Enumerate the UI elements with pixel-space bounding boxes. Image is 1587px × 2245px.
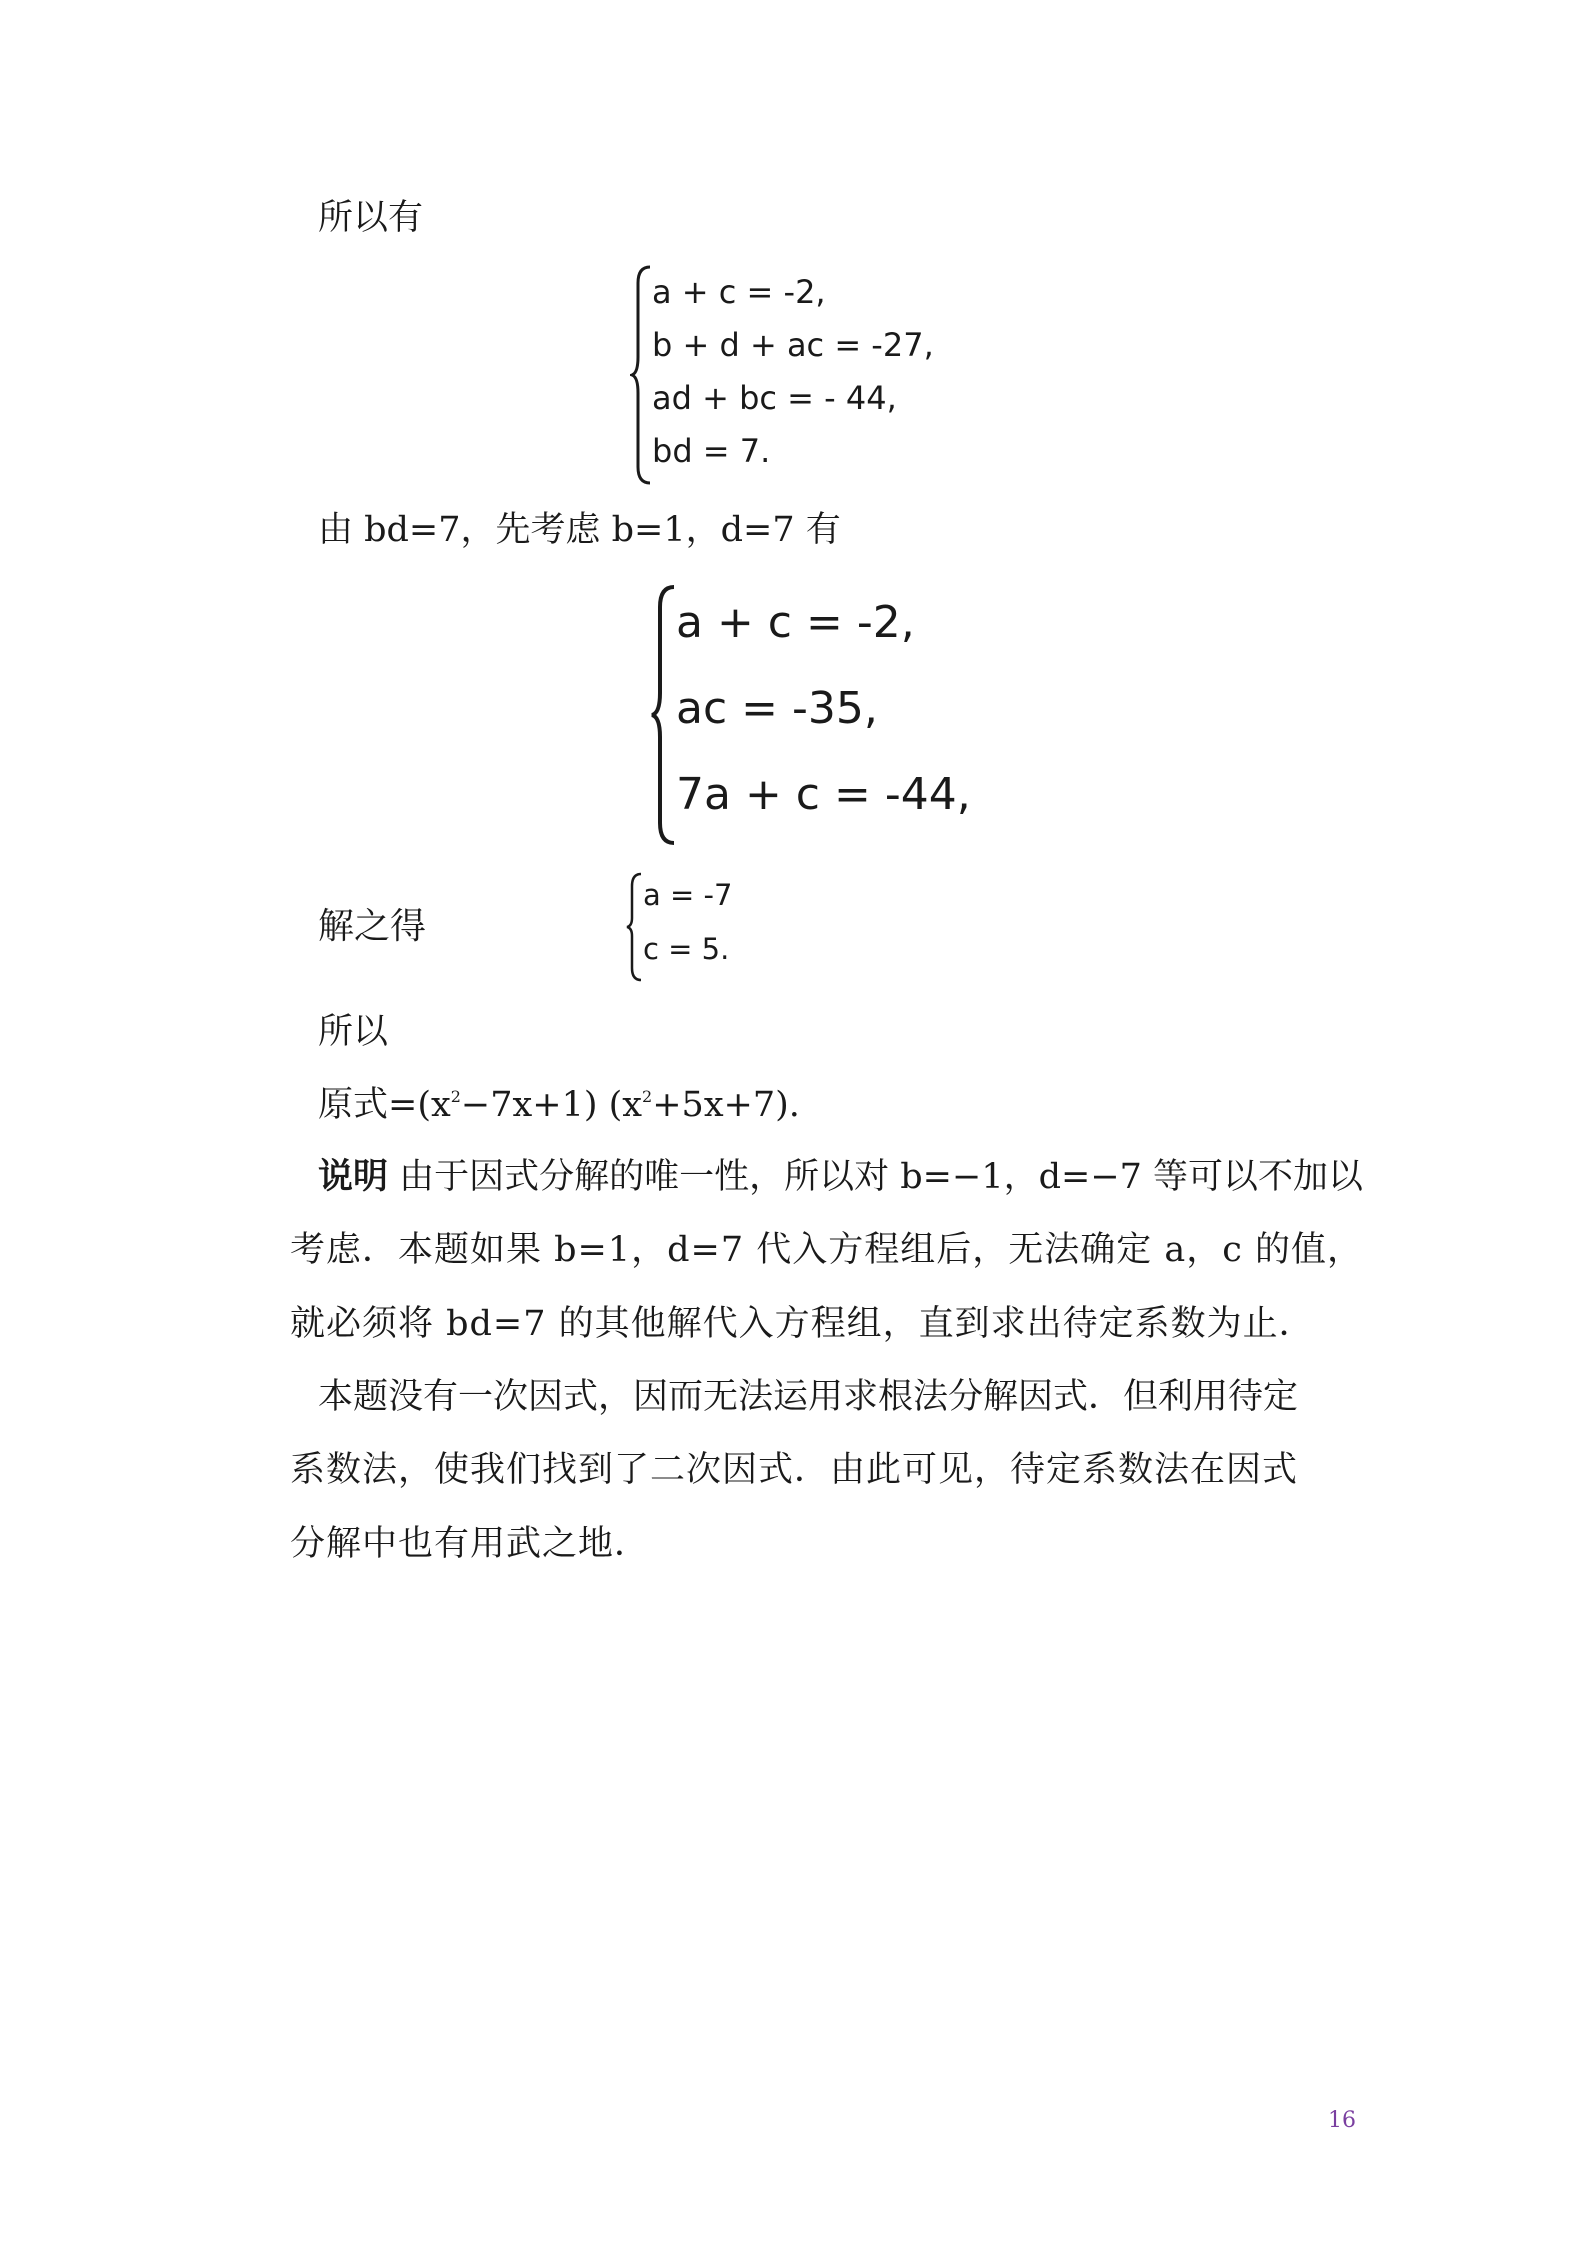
solve-label: 解之得 [318,906,427,947]
equation-1-1: a + c = -2, [652,273,826,311]
equation-system-1 [630,265,950,485]
equation-1-3: ad + bc = - 44, [652,379,897,417]
equation-2-1: a + c = -2, [676,597,915,648]
consider-text: 由 bd=7，先考虑 b=1，d=7 有 [318,510,841,550]
paragraph-line-1: 本题没有一次因式，因而无法运用求根法分解因式．但利用待定 [318,1377,1299,1417]
so-text: 所以 [318,1012,389,1052]
equation-3-2: c = 5. [643,932,730,966]
page-number: 16 [1328,2108,1356,2133]
note-label: 说明 [318,1156,389,1197]
paragraph-line-2: 系数法，使我们找到了二次因式．由此可见，待定系数法在因式 [290,1450,1299,1490]
result-middle: −7x+1) (x [460,1085,643,1125]
note-line-1-text: 由于因式分解的唯一性，所以对 b=−1，d=−7 等可以不加以 [388,1157,1364,1197]
note-line-2: 考虑．本题如果 b=1，d=7 代入方程组后，无法确定 a，c 的值， [290,1230,1363,1270]
equation-1-4: bd = 7. [652,432,771,470]
note-line-3: 就必须将 bd=7 的其他解代入方程组，直到求出待定系数为止． [290,1304,1315,1344]
equation-2-2: ac = -35, [676,683,878,734]
equation-1-2: b + d + ac = -27, [652,326,934,364]
left-brace-icon [630,265,652,485]
intro-text: 所以有 [318,198,424,238]
result-suffix: +5x+7). [652,1085,800,1125]
equation-3-1: a = -7 [643,878,733,912]
result-prefix: 原式=(x [318,1085,451,1125]
note-line-1 [318,1155,1363,1199]
equation-2-3: 7a + c = -44, [676,769,971,820]
equation-system-3 [625,872,745,982]
left-brace-icon [650,585,676,845]
left-brace-icon [625,872,643,982]
exponent-1: 2 [450,1087,461,1106]
paragraph-line-3: 分解中也有用武之地． [290,1524,651,1564]
equation-system-2 [650,585,971,845]
exponent-2: 2 [642,1087,653,1106]
result-expression [318,1083,800,1127]
